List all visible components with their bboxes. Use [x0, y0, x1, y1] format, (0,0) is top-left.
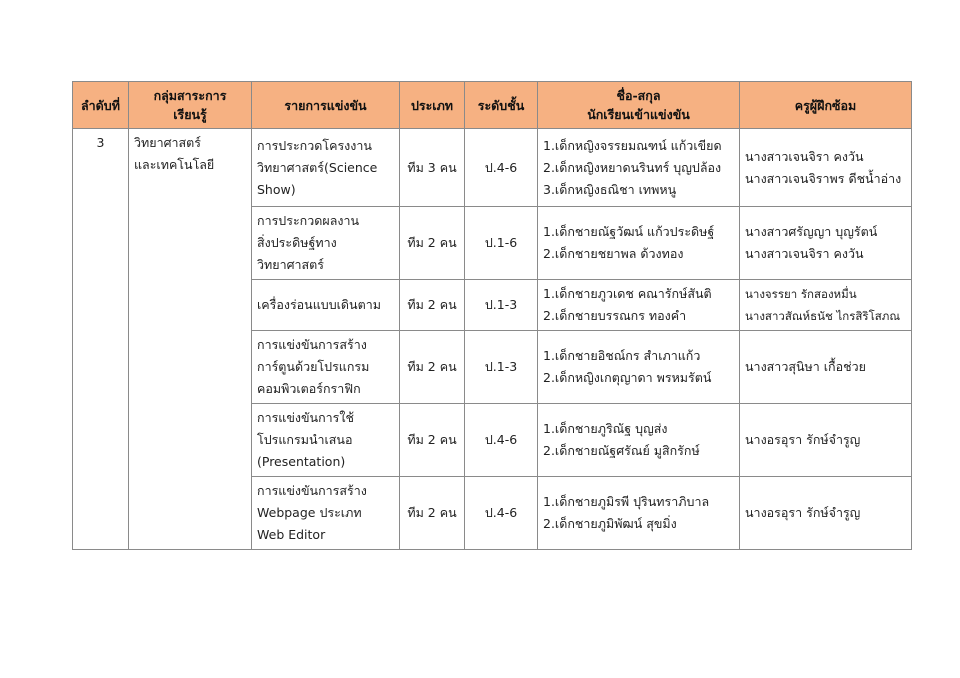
- event-line: Webpage ประเภท: [257, 505, 362, 520]
- coach-line: นางสาวเจนจิราพร ดีชน้ำอ่าง: [745, 170, 902, 186]
- subject-line: และเทคโนโลยี: [134, 157, 215, 172]
- student-cell: [538, 129, 740, 207]
- student-line: 2.เด็กชายณัฐศรัณย์ มูสิกรักษ์: [543, 443, 700, 458]
- student-line: 1.เด็กชายภูริณัฐ บุญส่ง: [543, 421, 668, 436]
- type-cell: ทีม 2 คน: [400, 477, 465, 550]
- event-line: การแข่งขันการใช้: [257, 410, 354, 425]
- event-line: การแข่งขันการสร้าง: [257, 483, 367, 498]
- level-cell: ป.4-6: [465, 404, 538, 477]
- header-coach: ครูผู้ฝึกซ้อม: [740, 82, 912, 129]
- type-cell: ทีม 2 คน: [400, 280, 465, 331]
- event-line: การประกวดผลงาน: [257, 213, 360, 228]
- coach-line: นางสาวสุนิษา เกื้อช่วย: [745, 359, 866, 374]
- event-line: การ์ตูนด้วยโปรแกรม: [257, 359, 370, 374]
- header-event: รายการแข่งขัน: [252, 82, 400, 129]
- student-cell: [538, 207, 740, 280]
- type-cell: ทีม 3 คน: [400, 129, 465, 207]
- event-line: Web Editor: [257, 527, 326, 542]
- order-cell: 3: [73, 129, 129, 550]
- student-cell: [538, 404, 740, 477]
- event-line: เครื่องร่อนแบบเดินตาม: [257, 297, 381, 312]
- coach-line: นางอรอุรา รักษ์จำรูญ: [745, 505, 861, 520]
- student-cell: [538, 477, 740, 550]
- type-cell: ทีม 2 คน: [400, 404, 465, 477]
- event-cell: [252, 477, 400, 550]
- event-cell: [252, 207, 400, 280]
- student-line: 2.เด็กชายภูมิพัฒน์ สุขมิ่ง: [543, 516, 677, 531]
- event-cell: [252, 331, 400, 404]
- table-header: [73, 82, 912, 129]
- coach-cell: [740, 207, 912, 280]
- student-cell: [538, 331, 740, 404]
- subject-line: วิทยาศาสตร์: [134, 135, 202, 150]
- event-line: การประกวดโครงงาน: [257, 137, 372, 153]
- header-level: ระดับชั้น: [465, 82, 538, 129]
- subject-cell: [129, 129, 252, 550]
- level-cell: ป.1-3: [465, 280, 538, 331]
- coach-cell: [740, 129, 912, 207]
- level-cell: ป.1-3: [465, 331, 538, 404]
- coach-line: นางจรรยา รักสองหมื่น: [745, 287, 857, 301]
- event-line: Show): [257, 181, 296, 197]
- event-line: คอมพิวเตอร์กราฟิก: [257, 381, 361, 396]
- header-order: ลำดับที่: [73, 82, 129, 129]
- event-line: วิทยาศาสตร์: [257, 257, 325, 272]
- level-cell: ป.4-6: [465, 477, 538, 550]
- event-cell: [252, 404, 400, 477]
- student-line: 2.เด็กชายบรรณกร ทองคำ: [543, 308, 687, 323]
- coach-cell: [740, 477, 912, 550]
- student-line: 2.เด็กหญิงหยาดนรินทร์ บุญปล้อง: [543, 159, 722, 175]
- event-cell: [252, 129, 400, 207]
- header-type: ประเภท: [400, 82, 465, 129]
- header-subject: กลุ่มสาระการ เรียนรู้: [129, 82, 252, 129]
- header-names: ชื่อ-สกุล นักเรียนเข้าแข่งขัน: [538, 82, 740, 129]
- event-cell: [252, 280, 400, 331]
- type-cell: ทีม 2 คน: [400, 207, 465, 280]
- student-line: 1.เด็กชายภูมิรพี ปุรินทราภิบาล: [543, 494, 710, 509]
- level-cell: ป.4-6: [465, 129, 538, 207]
- event-line: การแข่งขันการสร้าง: [257, 337, 367, 352]
- student-cell: [538, 280, 740, 331]
- student-line: 2.เด็กชายชยาพล ด้วงทอง: [543, 246, 684, 261]
- table-row: [73, 129, 912, 207]
- event-line: วิทยาศาสตร์(Science: [257, 159, 378, 175]
- student-line: 2.เด็กหญิงเกตุญาดา พรหมรัตน์: [543, 370, 712, 385]
- coach-line: นางอรอุรา รักษ์จำรูญ: [745, 432, 861, 447]
- coach-cell: [740, 280, 912, 331]
- event-line: โปรแกรมนำเสนอ: [257, 432, 353, 447]
- coach-line: นางสาวศรัญญา บุญรัตน์: [745, 224, 878, 239]
- coach-cell: [740, 331, 912, 404]
- student-line: 1.เด็กชายภูวเดช คณารักษ์สันติ: [543, 286, 712, 301]
- student-line: 1.เด็กชายอิชณ์กร สำเภาแก้ว: [543, 348, 701, 363]
- type-cell: ทีม 2 คน: [400, 331, 465, 404]
- student-line: 1.เด็กชายณัฐวัฒน์ แก้วประดิษฐ์: [543, 224, 715, 239]
- table-body: [73, 129, 912, 550]
- coach-cell: [740, 404, 912, 477]
- event-line: สิ่งประดิษฐ์ทาง: [257, 235, 337, 250]
- student-line: 3.เด็กหญิงธณิชา เทพหนู: [543, 181, 677, 197]
- competition-table: [72, 81, 912, 550]
- event-line: (Presentation): [257, 454, 346, 469]
- coach-line: นางสาวเจนจิรา คงวัน: [745, 148, 864, 164]
- coach-line: นางสาวสัณห์ธนัช ไกรสิริโสภณ: [745, 309, 901, 323]
- student-line: 1.เด็กหญิงจรรยมณฑน์ แก้วเขียด: [543, 137, 722, 153]
- level-cell: ป.1-6: [465, 207, 538, 280]
- coach-line: นางสาวเจนจิรา คงวัน: [745, 246, 864, 261]
